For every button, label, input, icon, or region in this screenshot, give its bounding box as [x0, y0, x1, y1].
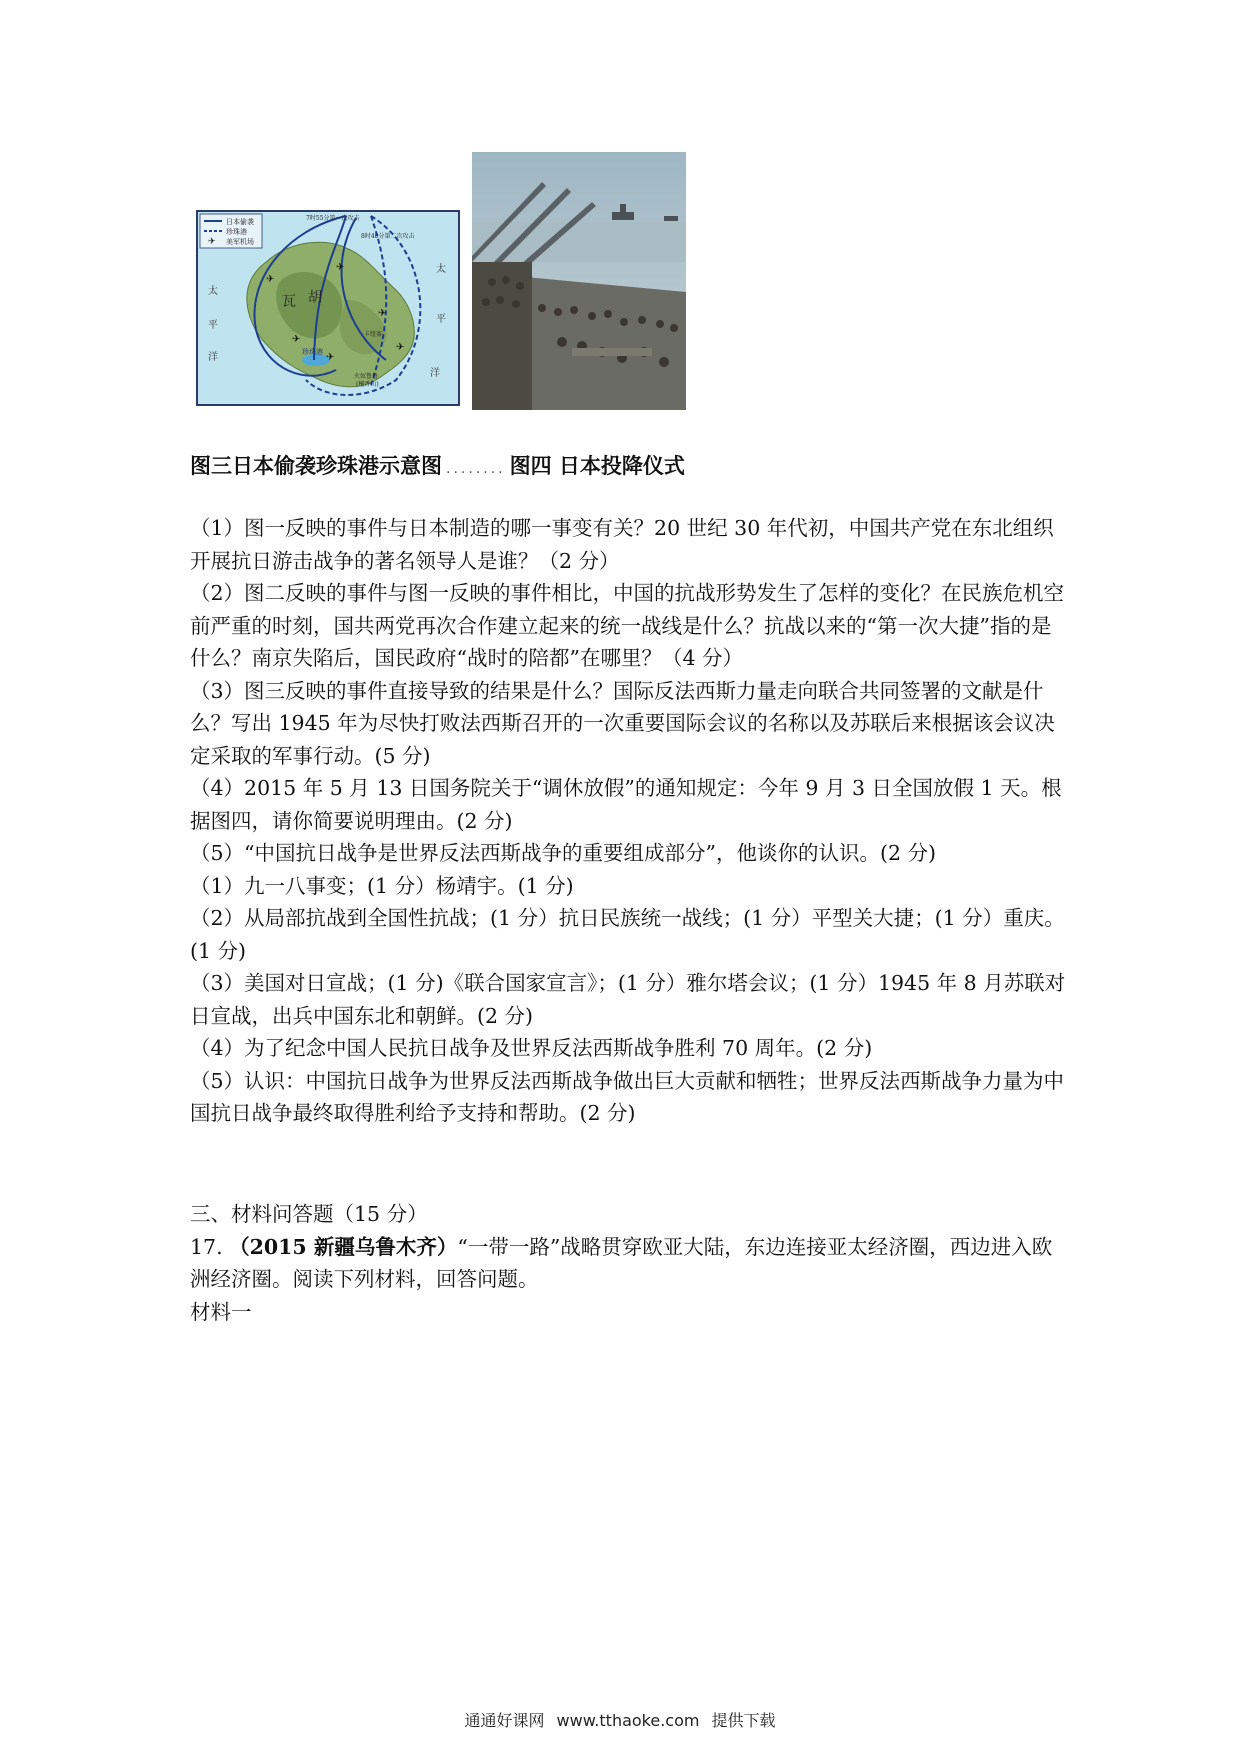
footer-suffix: 提供下载 [711, 1711, 776, 1730]
pearl-harbor-map [196, 210, 460, 406]
place-label: 卡纽赛 [364, 331, 383, 338]
wave2-label: 8时40分第二次攻击 [361, 233, 415, 240]
map-label-wa: 瓦 [282, 294, 296, 310]
answer-5: （5）认识：中国抗日战争为世界反法西斯战争做出巨大贡献和牺牲；世界反法西斯战争力量为中国抗日战争最终取得胜利给予支持和帮助。(2 分) [190, 1068, 1065, 1125]
legend-airfield-label: 美军机场 [226, 238, 254, 246]
sea-left-1: 太 [208, 286, 218, 297]
figure-caption [190, 450, 685, 480]
question-4: （4）2015 年 5 月 13 日国务院关于“调休放假”的通知规定：今年 9 月 3 日全国放假 1 天。根据图四，请你简要说明理由。(2 分) [190, 776, 1062, 833]
question-2: （2）图二反映的事件与图一反映的事件相比，中国的抗战形势发生了怎样的变化？在民族危机空前严重的时刻，国共两党再次合作建立起来的统一战线是什么？抗战以来的“第一次大捷”指的是什么？南京失陷后，国民政府“战时的陪都”在哪里？（4 分） [190, 581, 1065, 670]
legend-attack-label: 日本偷袭 [226, 218, 254, 226]
svg-text:✈: ✈ [208, 237, 216, 247]
footer-url[interactable]: www.tthaoke.com [556, 1711, 700, 1730]
sea-left-3: 洋 [208, 352, 218, 363]
svg-text:✈: ✈ [292, 334, 301, 345]
answer-3: （3）美国对日宣战；(1 分)《联合国家宣言》；(1 分）雅尔塔会议；(1 分）1945 年 8 月苏联对日宣战，出兵中国东北和朝鲜。(2 分) [190, 971, 1066, 1028]
sea-right-2: 平 [436, 314, 446, 325]
section-three [190, 1198, 1070, 1328]
section-heading: 三、材料问答题（15 分） [190, 1202, 428, 1226]
material-one-label: 材料一 [190, 1299, 252, 1324]
honolulu-label: 火奴鲁鲁 [354, 373, 379, 380]
sea-left-2: 平 [208, 320, 218, 331]
sea-right-3: 洋 [430, 368, 440, 379]
page-footer [0, 1708, 1240, 1731]
surrender-ceremony-photo [472, 152, 686, 410]
svg-text:✈: ✈ [396, 342, 405, 353]
q17-number: 17. [190, 1234, 223, 1259]
svg-text:✈: ✈ [336, 262, 345, 273]
question-5: （5）“中国抗日战争是世界反法西斯战争的重要组成部分”，他谈你的认识。(2 分) [190, 841, 937, 865]
svg-text:✈: ✈ [378, 308, 387, 319]
figures-row [196, 152, 686, 412]
caption-dots: ........ [446, 461, 506, 477]
answer-4: （4）为了纪念中国人民抗日战争及世界反法西斯战争胜利 70 周年。(2 分) [190, 1036, 873, 1060]
wave1-label: 7时55分第一次攻击 [306, 215, 360, 222]
svg-text:✈: ✈ [266, 274, 275, 285]
question-1: （1）图一反映的事件与日本制造的哪一事变有关？20 世纪 30 年代初，中国共产党在东北组织开展抗日游击战争的著名领导人是谁？（2 分） [190, 516, 1054, 573]
fig4-caption: 图四 日本投降仪式 [509, 453, 685, 478]
answer-1: （1）九一八事变；(1 分）杨靖宇。(1 分) [190, 873, 574, 898]
footer-site-name: 通通好课网 [464, 1711, 545, 1730]
fig3-caption: 图三日本偷袭珍珠港示意图 [190, 453, 442, 478]
svg-text:✈: ✈ [326, 352, 335, 363]
questions-and-answers [190, 512, 1070, 1130]
map-label-hu: 胡 [308, 290, 322, 306]
legend-harbor-label: 珍珠港 [226, 228, 247, 236]
q17-text: “一带一路”战略贯穿欧亚大陆，东边连接亚太经济圈，西边进入欧洲经济圈。阅读下列材料，回答问题。 [190, 1234, 1053, 1291]
honolulu-sub-label: (檀香山) [356, 381, 379, 388]
sea-right-1: 太 [436, 264, 446, 275]
harbor-label: 珍珠港 [302, 348, 323, 356]
question-3: （3）图三反映的事件直接导致的结果是什么？国际反法西斯力量走向联合共同签署的文献是什么？写出 1945 年为尽快打败法西斯召开的一次重要国际会议的名称以及苏联后来根据该会议决定采取的军事行动。(5 分) [190, 678, 1055, 768]
question-17 [190, 1231, 1070, 1296]
answer-2: （2）从局部抗战到全国性抗战；(1 分）抗日民族统一战线；(1 分）平型关大捷；(1 分）重庆。(1 分) [190, 906, 1065, 963]
q17-source: （2015 新疆乌鲁木齐） [229, 1234, 458, 1259]
